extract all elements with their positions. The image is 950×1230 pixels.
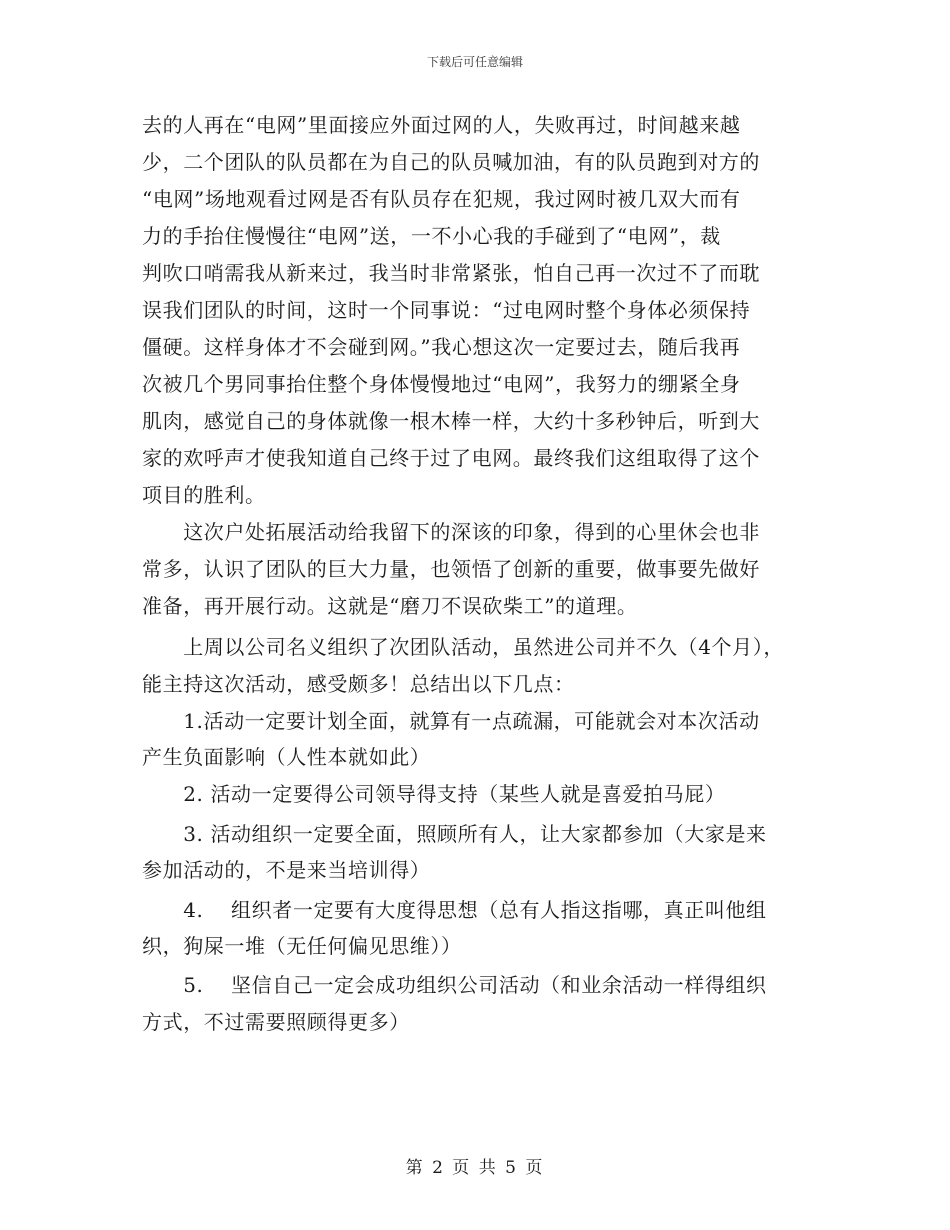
body-line: 去的人再在“电网”里面接应外面过网的人，失败再过，时间越来越 [142,113,741,137]
body-line: 项目的胜利。 [142,483,266,507]
body-line: 4. 组织者一定要有大度得思想（总有人指这指哪，真正叫他组 [142,898,767,922]
body-line: 织，狗屎一堆（无任何偏见思维）） [142,934,462,958]
body-line: 常多，认识了团队的巨大力量，也领悟了创新的重要，做事要先做好 [142,557,760,581]
body-line: 少，二个团队的队员都在为自己的队员喊加油，有的队员跑到对方的 [142,150,760,174]
body-line: 肌肉，感觉自己的身体就像一根木棒一样，大约十多秒钟后，听到大 [142,409,760,433]
body-line: “电网”场地观看过网是否有队员存在犯规，我过网时被几双大而有 [142,187,741,211]
body-line: 力的手抬住慢慢往“电网”送，一不小心我的手碰到了“电网”，裁 [142,224,721,248]
body-line: 能主持这次活动，感受颇多！总结出以下几点： [142,672,575,696]
body-line: 3. 活动组织一定要全面，照顾所有人，让大家都参加（大家是来 [142,822,767,846]
body-line: 方式，不过需要照顾得更多） [142,1010,410,1034]
body-line: 次被几个男同事抬住整个身体慢慢地过“电网”，我努力的绷紧全身 [142,372,741,396]
body-line: 误我们团队的时间，这时一个同事说：“过电网时整个身体必须保持 [142,298,751,322]
body-line: 这次户处拓展活动给我留下的深该的印象，得到的心里休会也非 [142,520,760,544]
page-header: 下载后可任意编辑 [426,55,523,69]
body-line: 参加活动的，不是来当培训得） [142,858,431,882]
body-line: 准备，再开展行动。这就是“磨刀不误砍柴工”的道理。 [142,594,638,618]
body-line: 判吹口哨需我从新来过，我当时非常紧张，怕自己再一次过不了而耽 [142,261,760,285]
body-line: 产生负面影响（人性本就如此） [142,745,431,769]
body-line: 上周以公司名义组织了次团队活动，虽然进公司并不久（4个月）， [142,635,784,659]
body-line: 2. 活动一定要得公司领导得支持（某些人就是喜爱拍马屁） [142,782,726,806]
body-line: 5. 坚信自己一定会成功组织公司活动（和业余活动一样得组织 [142,973,767,997]
body-line: 1.活动一定要计划全面，就算有一点疏漏，可能就会对本次活动 [142,709,760,733]
body-line: 僵硬。这样身体才不会碰到网。”我心想这次一定要过去，随后我再 [142,335,741,359]
body-line: 家的欢呼声才使我知道自己终于过了电网。最终我们这组取得了这个 [142,446,760,470]
page-number: 第 2 页 共 5 页 [405,1158,545,1178]
